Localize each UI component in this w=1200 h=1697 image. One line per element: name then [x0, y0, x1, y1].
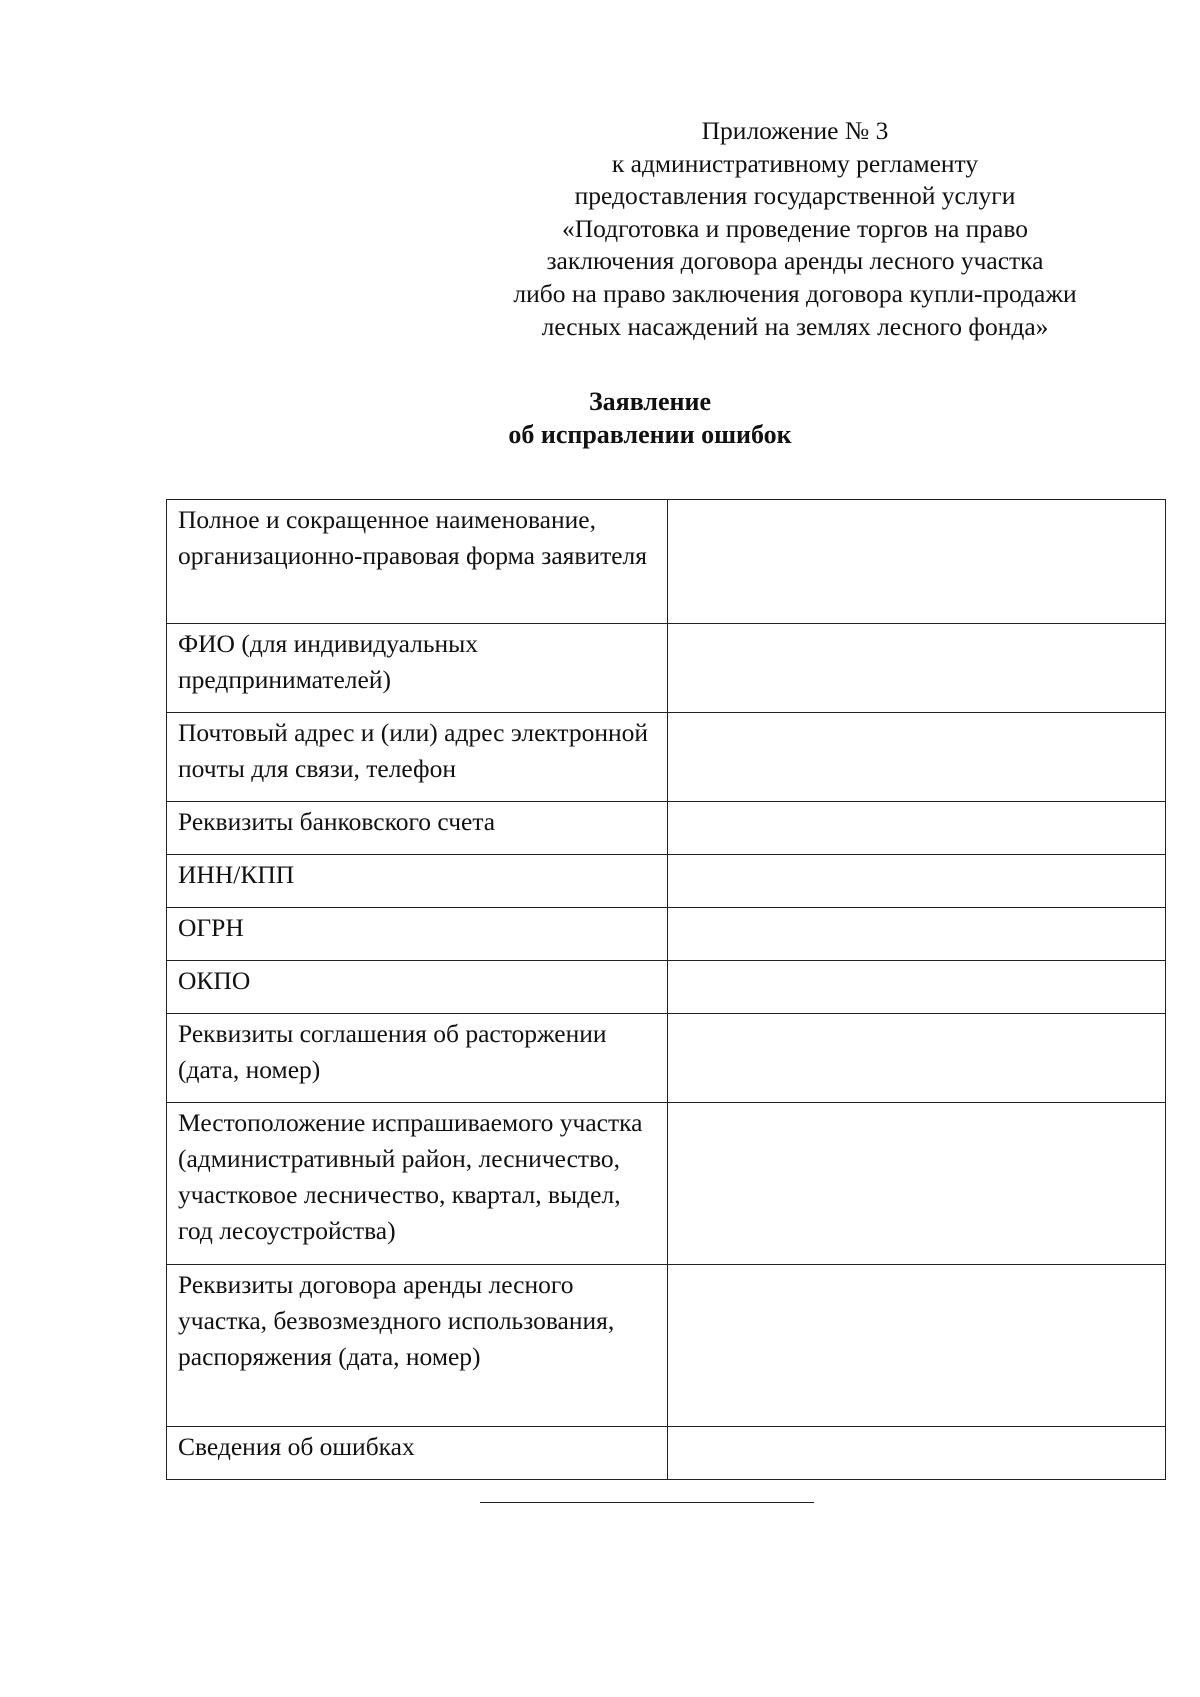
row-value-field[interactable] [668, 1014, 1166, 1103]
appendix-header [470, 115, 1120, 343]
row-value-field[interactable] [668, 624, 1166, 713]
appendix-line: предоставления государственной услуги [574, 181, 1016, 211]
row-value-field[interactable] [668, 855, 1166, 908]
row-label: Реквизиты банковского счета [167, 802, 668, 855]
document-title [400, 385, 900, 451]
row-label: Реквизиты договора аренды лесного участка, безвозмездного использования, распоряжения (дата, номер) [167, 1265, 668, 1427]
row-label: Полное и сокращенное наименование, организационно-правовая форма заявителя [167, 500, 668, 624]
table-row [167, 802, 1166, 855]
row-value-field[interactable] [668, 713, 1166, 802]
table-row [167, 713, 1166, 802]
title-line-1: Заявление [588, 387, 712, 416]
row-label: Местоположение испрашиваемого участка (административный район, лесничество, участковое лесничество, квартал, выдел, год лесоустройства) [167, 1103, 668, 1265]
row-value-field[interactable] [668, 500, 1166, 624]
row-value-field[interactable] [668, 802, 1166, 855]
row-value-field[interactable] [668, 1103, 1166, 1265]
table-row [167, 1427, 1166, 1480]
row-label: ИНН/КПП [167, 855, 668, 908]
appendix-line: «Подготовка и проведение торгов на право [562, 213, 1028, 243]
row-label: ОГРН [167, 908, 668, 961]
row-value-field[interactable] [668, 1427, 1166, 1480]
appendix-line: Приложение № 3 [701, 116, 889, 145]
row-label: ОКПО [167, 961, 668, 1014]
appendix-line: лесных насаждений на землях лесного фонда» [541, 311, 1049, 341]
application-form-table [166, 499, 1166, 1480]
table-row [167, 624, 1166, 713]
row-label: Почтовый адрес и (или) адрес электронной почты для связи, телефон [167, 713, 668, 802]
table-row [167, 1103, 1166, 1265]
row-value-field[interactable] [668, 1265, 1166, 1427]
table-row [167, 500, 1166, 624]
appendix-line: к административному регламенту [611, 148, 979, 178]
appendix-line: либо на право заключения договора купли-продажи [513, 278, 1077, 308]
separator-line [480, 1502, 814, 1503]
table-row [167, 961, 1166, 1014]
appendix-line: заключения договора аренды лесного участка [546, 246, 1044, 276]
table-row [167, 1014, 1166, 1103]
table-row [167, 908, 1166, 961]
table-row [167, 1265, 1166, 1427]
row-value-field[interactable] [668, 961, 1166, 1014]
row-label: Реквизиты соглашения об расторжении (дата, номер) [167, 1014, 668, 1103]
row-label: Сведения об ошибках [167, 1427, 668, 1480]
row-label: ФИО (для индивидуальных предпринимателей) [167, 624, 668, 713]
table-row [167, 855, 1166, 908]
row-value-field[interactable] [668, 908, 1166, 961]
title-line-2: об исправлении ошибок [508, 420, 792, 449]
